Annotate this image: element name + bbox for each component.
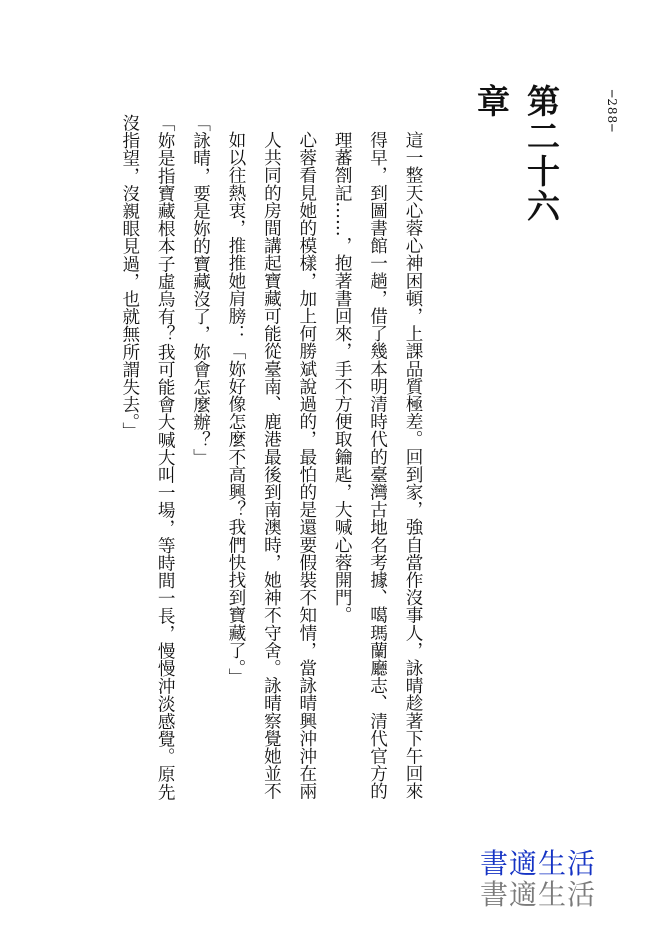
paragraph-3: 「詠晴，要是妳的寶藏沒了，妳會怎麼辦？」 — [190, 113, 211, 466]
watermark-logo — [480, 848, 610, 910]
paragraph-2: 心蓉看見她的模樣，加上何勝斌說過的，最怕的是還要假裝不知情，當詠晴興沖沖在兩人共同的房間講起寶藏可能從臺南、鹿港最後到南澳時，她神不守舍。詠晴察覺她並不如以往熱衷，推推她肩膀：「妳好像怎麼不高興？我們快找到寶藏了。」 — [225, 131, 317, 800]
body-text — [110, 96, 430, 806]
watermark-line-blue: 書適生活 — [480, 847, 597, 880]
paragraph-4: 「妳是指寶藏根本子虛烏有？我可能會大喊大叫一場，等時間一長，慢慢沖淡感覺。原先沒指望，沒親眼見過，也就無所謂失去。」 — [119, 113, 176, 800]
page-number: ─288─ — [605, 89, 619, 133]
chapter-title: 第二十六章 — [472, 84, 561, 224]
paragraph-1: 這一整天心蓉心神困頓，上課品質極差。回到家，強自當作沒事人，詠晴趁著下午回來得早，到圖書館一趟，借了幾本明清時代的臺灣古地名考據、噶瑪蘭廳志、清代官方的理蕃劄記……，抱著書回來，手不方便取鑰匙，大喊心蓉開門。 — [332, 131, 423, 800]
watermark-line-gray: 書適生活 — [480, 878, 597, 911]
